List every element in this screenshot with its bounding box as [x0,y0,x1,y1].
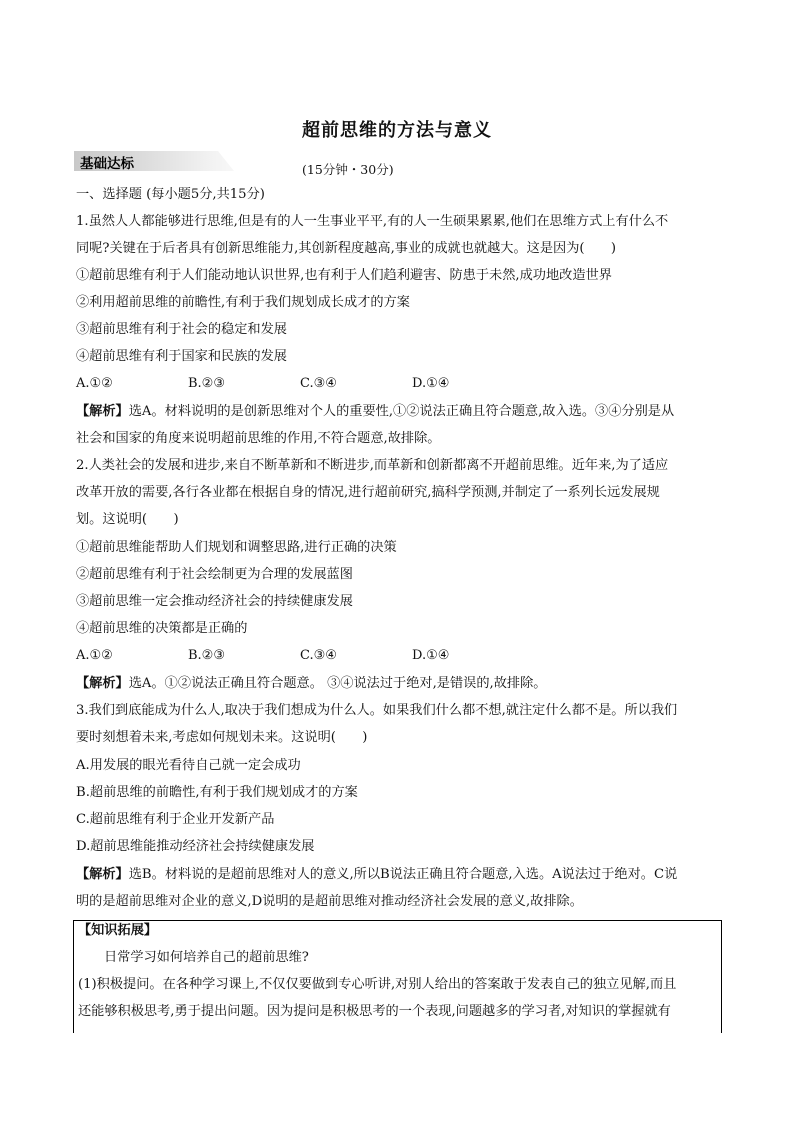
q3-stem-line2: 要时刻想着未来,考虑如何规划未来。这说明( ) [76,730,368,745]
page-title: 超前思维的方法与意义 [302,120,492,141]
q3-option-a: A.用发展的眼光看待自己就一定会成功 [76,758,301,773]
q1-analysis-line2: 社会和国家的角度来说明超前思维的作用,不符合题意,故排除。 [76,431,441,446]
q1-option-b: B.②③ [188,376,225,391]
q1-options [76,376,722,394]
q3-option-c: C.超前思维有利于企业开发新产品 [76,812,275,827]
q2-option-b: B.②③ [188,648,225,663]
q1-analysis-tag: 【解析】 [76,404,129,419]
q2-options [76,648,722,666]
extension-line1: (1)积极提问。在各种学习课上,不仅仅要做到专心听讲,对别人给出的答案敢于发表自己的独立见解,而且 [78,977,677,992]
q2-statement-2: ②超前思维有利于社会绘制更为合理的发展蓝图 [76,567,353,582]
q1-analysis-line1 [76,403,722,421]
q1-statement-2: ②利用超前思维的前瞻性,有利于我们规划成长成才的方案 [76,295,410,310]
q3-analysis-line1 [76,866,722,884]
q2-option-c: C.③④ [300,648,337,663]
q2-option-d: D.①④ [412,648,450,663]
q1-statement-3: ③超前思维有利于社会的稳定和发展 [76,322,287,337]
extension-tag: 【知识拓展】 [78,923,158,938]
extension-question: 日常学习如何培养自己的超前思维? [104,950,309,965]
q1-statement-1: ①超前思维有利于人们能动地认识世界,也有利于人们趋利避害、防患于未然,成功地改造世界 [76,268,612,283]
q2-option-a: A.①② [76,648,113,663]
q2-analysis-tag: 【解析】 [76,676,129,691]
q3-option-d: D.超前思维能推动经济社会持续健康发展 [76,839,315,854]
q2-analysis-text: 选A。①②说法正确且符合题意。 ③④说法过于绝对,是错误的,故排除。 [128,676,547,691]
q1-analysis-text: 选A。材料说明的是创新思维对个人的重要性,①②说法正确且符合题意,故入选。③④分别是从 [128,404,675,419]
q3-option-b: B.超前思维的前瞻性,有利于我们规划成才的方案 [76,785,358,800]
q2-statement-3: ③超前思维一定会推动经济社会的持续健康发展 [76,594,353,609]
extension-line2: 还能够积极思考,勇于提出问题。因为提问是积极思考的一个表现,问题越多的学习者,对知识的掌握就有 [78,1004,671,1019]
q2-statement-4: ④超前思维的决策都是正确的 [76,621,248,636]
q1-stem-line2: 同呢?关键在于后者具有创新思维能力,其创新程度越高,事业的成就也就越大。这是因为( ) [76,241,617,256]
q2-analysis-line1 [76,675,722,693]
q3-stem-line1: 3.我们到底能成为什么人,取决于我们想成为什么人。如果我们什么都不想,就注定什么都不是。所以我们 [76,703,678,718]
q3-analysis-text: 选B。材料说的是超前思维对人的意义,所以B说法正确且符合题意,入选。A说法过于绝对。C说 [128,867,678,882]
part-heading: 一、选择题 (每小题5分,共15分) [76,187,265,202]
section-label: 基础达标 [80,156,134,172]
time-note: (15分钟・30分) [302,162,394,177]
q1-option-d: D.①④ [412,376,450,391]
q3-analysis-line2: 明的是超前思维对企业的意义,D说明的是超前思维对推动经济社会发展的意义,故排除。 [76,894,583,909]
q1-statement-4: ④超前思维有利于国家和民族的发展 [76,349,287,364]
q2-stem-line3: 划。这说明( ) [76,512,179,527]
q1-option-c: C.③④ [300,376,337,391]
q2-stem-line2: 改革开放的需要,各行各业都在根据自身的情况,进行超前研究,搞科学预测,并制定了一系列长远发展规 [76,485,660,500]
q2-stem-line1: 2.人类社会的发展和进步,来自不断革新和不断进步,而革新和创新都离不开超前思维。近年来,为了适应 [76,458,669,473]
q3-analysis-tag: 【解析】 [76,867,129,882]
q2-statement-1: ①超前思维能帮助人们规划和调整思路,进行正确的决策 [76,540,397,555]
q1-stem-line1: 1.虽然人人都能够进行思维,但是有的人一生事业平平,有的人一生硕果累累,他们在思维方式上有什么不 [76,214,669,229]
q1-option-a: A.①② [76,376,113,391]
